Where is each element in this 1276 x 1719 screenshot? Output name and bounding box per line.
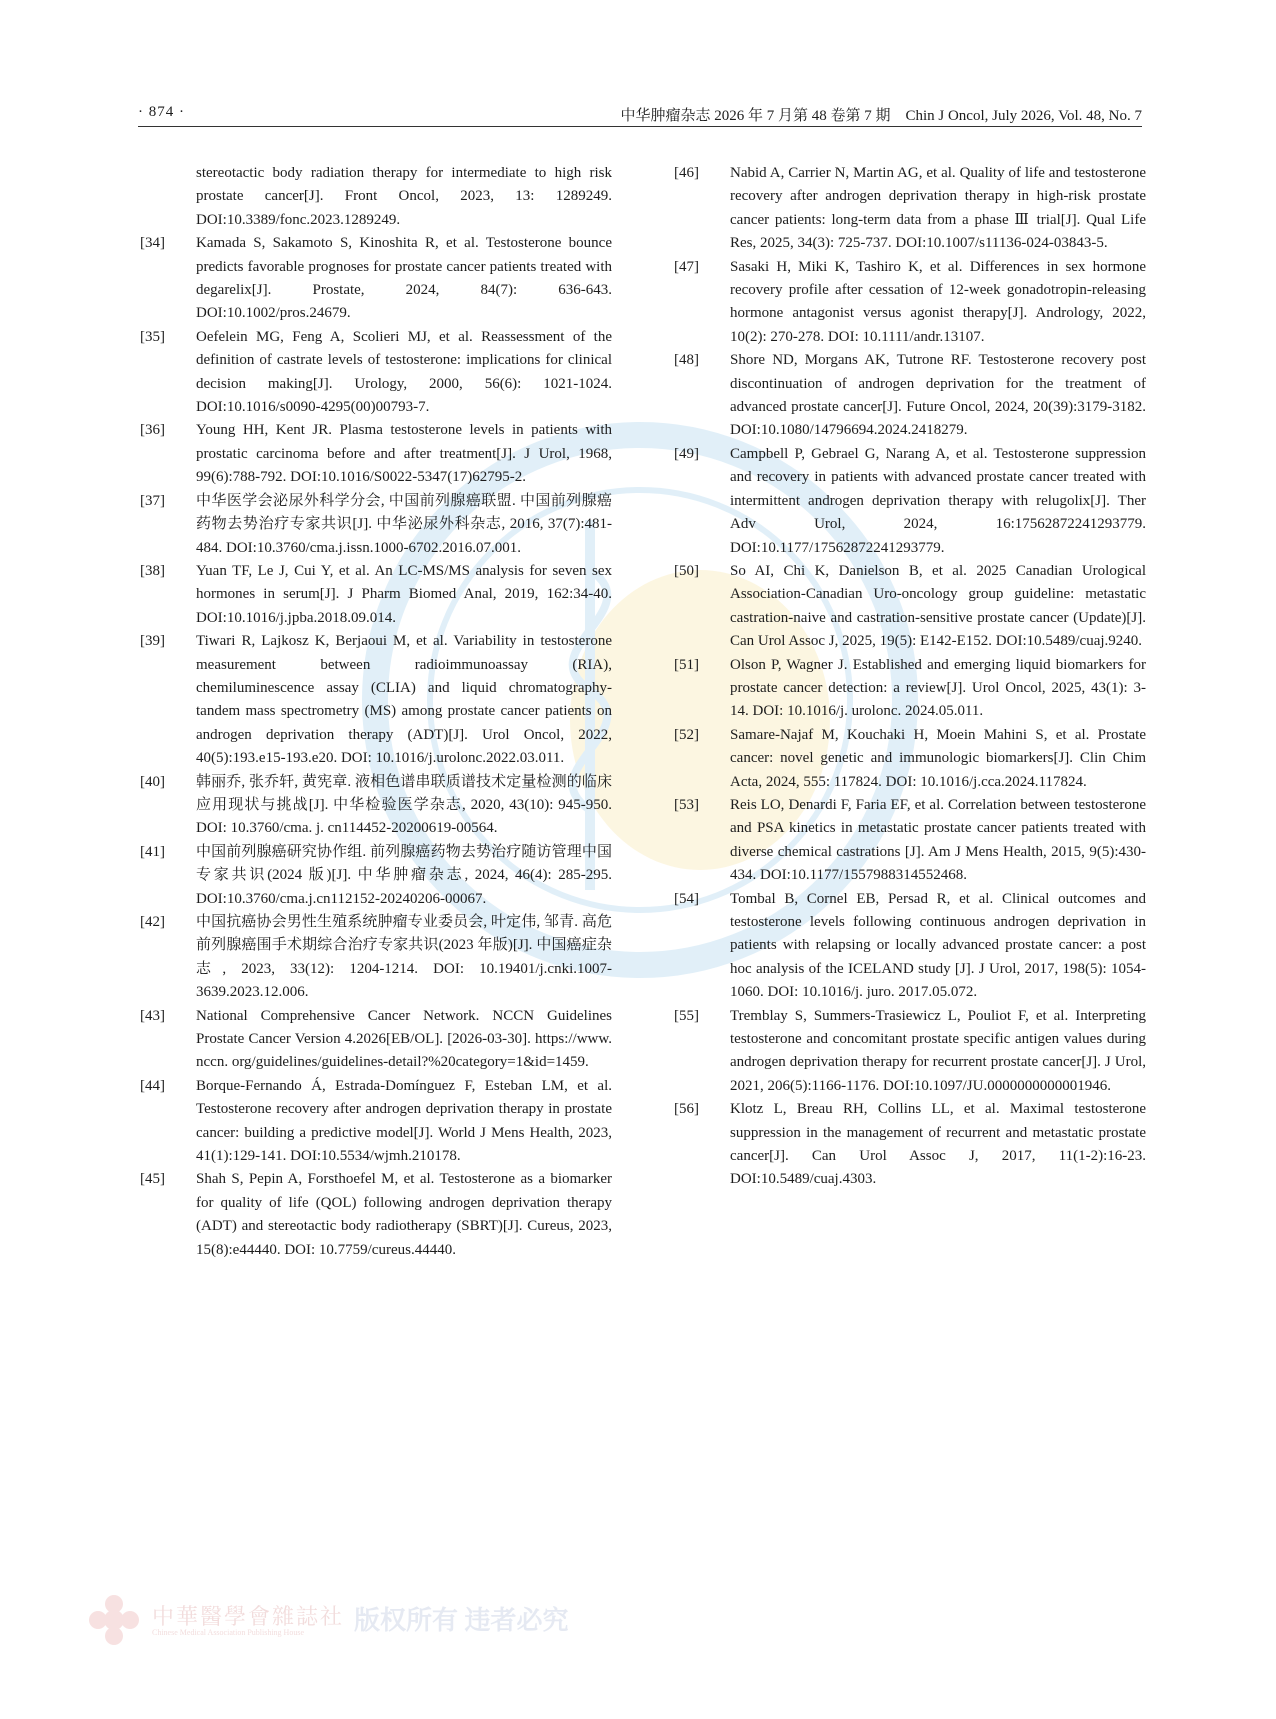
reference-text: Tremblay S, Summers-Trasiewicz L, Pouliot F, et al. Interpreting testosterone and concomitant prostate specific antigen values during androgen deprivation therapy for recurrent prostate cancer[J]. J Urol, 2021, 206(5):1166-1176. DOI:10.1097/JU.0000000000001946. <box>730 1007 1146 1094</box>
reference-text: National Comprehensive Cancer Network. NCCN Guidelines Prostate Cancer Version 4.2026[EB/OL]. [2026-03-30]. https://www. nccn. org/guidelines/guidelines-detail?%20category=1&id=1459. <box>196 1007 612 1071</box>
reference-number: [53] <box>674 796 699 813</box>
reference-text: Klotz L, Breau RH, Collins LL, et al. Maximal testosterone suppression in the management of recurrent and metastatic prostate cancer[J]. Can Urol Assoc J, 2017, 11(1-2):16-23. DOI:10.5489/cuaj.4303. <box>730 1101 1146 1188</box>
reference-number: [55] <box>674 1007 699 1024</box>
reference-text: Borque-Fernando Á, Estrada-Domínguez F, Esteban LM, et al. Testosterone recovery after androgen deprivation therapy in prostate cancer: building a predictive model[J]. World J Mens Health, 2023, 41(1):129-141. DOI:10.5534/wjmh.210178. <box>196 1077 612 1165</box>
reference-text: Tiwari R, Lajkosz K, Berjaoui M, et al. Variability in testosterone measurement between radioimmunoassay (RIA), chemiluminescence assay (CLIA) and liquid chromatography-tandem mass spectrometry (MS) among prostate cancer patients on androgen deprivation therapy (ADT)[J]. Urol Oncol, 2022, 40(5):193.e15-193.e20. DOI: 10.1016/j.urolonc.2022.03.011. <box>196 633 612 767</box>
reference-item <box>674 256 1146 350</box>
reference-item <box>140 560 612 630</box>
reference-item <box>140 1005 612 1075</box>
reference-number: [54] <box>674 890 699 907</box>
reference-number: [39] <box>140 633 165 650</box>
references-right-column <box>674 162 1146 1192</box>
reference-item <box>674 1098 1146 1192</box>
running-header <box>138 102 1142 127</box>
reference-number: [36] <box>140 422 165 439</box>
reference-number: [49] <box>674 445 699 462</box>
reference-text: Olson P, Wagner J. Established and emerging liquid biomarkers for prostate cancer detection: a review[J]. Urol Oncol, 2025, 43(1): 3-14. DOI: 10.1016/j. urolonc. 2024.05.011. <box>730 656 1146 720</box>
reference-text: Oefelein MG, Feng A, Scolieri MJ, et al. Reassessment of the definition of castrate levels of testosterone: implications for clinical decision making[J]. Urology, 2000, 56(6): 1021-1024. DOI:10.1016/s0090-4295(00)00793-7. <box>196 328 612 416</box>
reference-item <box>674 794 1146 888</box>
reference-item <box>674 162 1146 256</box>
reference-text: 中华医学会泌尿外科学分会, 中国前列腺癌联盟. 中国前列腺癌药物去势治疗专家共识[J]. 中华泌尿外科杂志, 2016, 37(7):481-484. DOI:10.3760/cma.j.issn.1000-6702.2016.07.001. <box>196 492 612 556</box>
reference-number: [38] <box>140 562 165 579</box>
publisher-watermark <box>86 1592 586 1652</box>
flower-logo-icon <box>86 1592 142 1648</box>
reference-text: Nabid A, Carrier N, Martin AG, et al. Quality of life and testosterone recovery after androgen deprivation therapy in high-risk prostate cancer patients: long-term data from a phase Ⅲ trial[J]. Qual Life Res, 2025, 34(3): 725-737. DOI:10.1007/s11136-024-03843-5. <box>730 165 1146 252</box>
reference-number: [50] <box>674 562 699 579</box>
reference-number: [51] <box>674 656 699 673</box>
reference-text: Shah S, Pepin A, Forsthoefel M, et al. Testosterone as a biomarker for quality of life (QOL) following androgen deprivation therapy (ADT) and stereotactic body radiotherapy (SBRT)[J]. Cureus, 2023, 15(8):e44440. DOI: 10.7759/cureus.44440. <box>196 1171 612 1258</box>
reference-continuation: stereotactic body radiation therapy for intermediate to high risk prostate cancer[J]. Front Oncol, 2023, 13: 1289249. DOI:10.3389/fonc.2023.1289249. <box>196 165 612 228</box>
reference-number: [56] <box>674 1101 699 1118</box>
reference-number: [35] <box>140 328 165 345</box>
reference-text: 中国抗癌协会男性生殖系统肿瘤专业委员会, 叶定伟, 邹青. 高危前列腺癌围手术期综合治疗专家共识(2023 年版)[J]. 中国癌症杂志, 2023, 33(12): 1204-1214. DOI: 10.19401/j.cnki.1007-3639.2023.12.006. <box>196 914 612 1001</box>
reference-item <box>674 724 1146 794</box>
journal-citation-header: 中华肿瘤杂志 2026 年 7 月第 48 卷第 7 期 Chin J Oncol, July 2026, Vol. 48, No. 7 <box>620 108 1142 124</box>
reference-list-left <box>140 232 612 1262</box>
reference-text: Sasaki H, Miki K, Tashiro K, et al. Differences in sex hormone recovery profile after cessation of 12-week gonadotropin-releasing hormone antagonist versus agonist therapy[J]. Andrology, 2022, 10(2): 270-278. DOI: 10.1111/andr.13107. <box>730 258 1146 345</box>
reference-text: So AI, Chi K, Danielson B, et al. 2025 Canadian Urological Association-Canadian Uro-oncology group guideline: metastatic castration-naive and castration-sensitive prostate cancer (Update)[J]. Can Urol Assoc J, 2025, 19(5): E142-E152. DOI:10.5489/cuaj.9240. <box>730 562 1146 650</box>
reference-text: 中国前列腺癌研究协作组. 前列腺癌药物去势治疗随访管理中国专家共识(2024 版)[J]. 中华肿瘤杂志, 2024, 46(4): 285-295. DOI:10.3760/cma.j.cn112152-20240206-00067. <box>196 843 612 907</box>
reference-number: [44] <box>140 1077 165 1094</box>
reference-item <box>140 490 612 560</box>
reference-item <box>140 1168 612 1262</box>
reference-number: [41] <box>140 843 165 860</box>
reference-text: Shore ND, Morgans AK, Tutrone RF. Testosterone recovery post discontinuation of androgen deprivation for the treatment of advanced prostate cancer[J]. Future Oncol, 2024, 20(39):3179-3182. DOI:10.1080/14796694.2024.2418279. <box>730 352 1146 439</box>
reference-item <box>140 232 612 326</box>
reference-text: Campbell P, Gebrael G, Narang A, et al. Testosterone suppression and recovery in patients with advanced prostate cancer treated with intermittent androgen deprivation therapy with relugolix[J]. Ther Adv Urol, 2024, 16:17562872241293779. DOI:10.1177/17562872241293779. <box>730 445 1146 556</box>
reference-item <box>674 443 1146 560</box>
reference-item <box>140 630 612 770</box>
reference-text: Young HH, Kent JR. Plasma testosterone levels in patients with prostatic carcinoma before and after treatment[J]. J Urol, 1968, 99(6):788-792. DOI:10.1016/S0022-5347(17)62795-2. <box>196 422 612 486</box>
reference-item <box>140 771 612 841</box>
reference-number: [52] <box>674 726 699 743</box>
reference-number: [34] <box>140 235 165 252</box>
reference-number: [48] <box>674 352 699 369</box>
reference-list-right <box>674 162 1146 1192</box>
reference-number: [37] <box>140 492 165 509</box>
reference-number: [47] <box>674 258 699 275</box>
reference-item <box>674 349 1146 443</box>
reference-item <box>140 911 612 1005</box>
reference-text: Tombal B, Cornel EB, Persad R, et al. Clinical outcomes and testosterone levels following continuous androgen deprivation in patients with relapsing or locally advanced prostate cancer: a post hoc analysis of the ICELAND study [J]. J Urol, 2017, 198(5): 1054-1060. DOI: 10.1016/j. juro. 2017.05.072. <box>730 890 1146 1001</box>
reference-number: [43] <box>140 1007 165 1024</box>
reference-number: [46] <box>674 165 699 181</box>
publisher-name-en: Chinese Medical Association Publishing House <box>152 1628 304 1637</box>
reference-text: Samare-Najaf M, Kouchaki H, Moein Mahini S, et al. Prostate cancer: novel genetic and immunologic biomarkers[J]. Clin Chim Acta, 2024, 555: 117824. DOI: 10.1016/j.cca.2024.117824. <box>730 726 1146 790</box>
copyright-notice: 版权所有 违者必究 <box>354 1606 569 1635</box>
reference-text: Yuan TF, Le J, Cui Y, et al. An LC-MS/MS analysis for seven sex hormones in serum[J]. J Pharm Biomed Anal, 2019, 162:34-40. DOI:10.1016/j.jpba.2018.09.014. <box>196 562 612 626</box>
reference-text: 韩丽乔, 张乔轩, 黄宪章. 液相色谱串联质谱技术定量检测的临床应用现状与挑战[J]. 中华检验医学杂志, 2020, 43(10): 945-950. DOI: 10.3760/cma. j. cn114452-20200619-00564. <box>196 773 612 837</box>
reference-number: [40] <box>140 773 165 790</box>
reference-item <box>140 326 612 420</box>
reference-item <box>674 560 1146 654</box>
reference-number: [42] <box>140 914 165 930</box>
reference-number: [45] <box>140 1171 165 1188</box>
page-number: · 874 · <box>138 104 185 120</box>
reference-item <box>140 419 612 489</box>
reference-item <box>140 841 612 911</box>
reference-text: Kamada S, Sakamoto S, Kinoshita R, et al. Testosterone bounce predicts favorable prognoses for prostate cancer patients treated with degarelix[J]. Prostate, 2024, 84(7): 636-643. DOI:10.1002/pros.24679. <box>196 235 612 322</box>
reference-text: Reis LO, Denardi F, Faria EF, et al. Correlation between testosterone and PSA kinetics in metastatic prostate cancer patients treated with diverse chemical castrations [J]. Am J Mens Health, 2015, 9(5):430-434. DOI:10.1177/1557988314552468. <box>730 796 1146 884</box>
references-left-column <box>140 162 612 1262</box>
reference-item <box>674 1005 1146 1099</box>
publisher-name: 中華醫學會雜誌社 <box>152 1605 345 1630</box>
reference-item <box>140 1075 612 1169</box>
reference-item <box>674 888 1146 1005</box>
reference-item <box>674 654 1146 724</box>
